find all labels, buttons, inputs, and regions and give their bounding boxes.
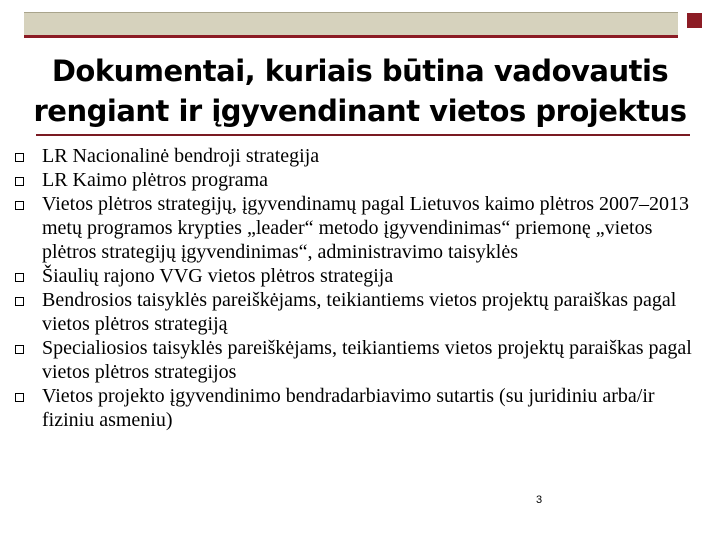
list-item-text: Vietos projekto įgyvendinimo bendradarbiavimo sutartis (su juridiniu arba/ir fiziniu asmeniu): [42, 385, 655, 431]
list-item-text: Vietos plėtros strategijų, įgyvendinamų pagal Lietuvos kaimo plėtros 2007–2013 metų programos krypties „leader“ metodo įgyvendinimas“ priemonę „vietos plėtros strategijų įgyvendinimas“, administravimo taisyklės: [42, 193, 690, 263]
list-item-text: Šiaulių rajono VVG vietos plėtros strategija: [42, 265, 394, 287]
list-item: [12, 288, 702, 336]
list-item: [12, 264, 702, 288]
list-item-text: LR Kaimo plėtros programa: [42, 169, 269, 191]
list-item: [12, 384, 702, 432]
square-bullet-icon: [15, 297, 24, 306]
list-item: [12, 192, 702, 264]
list-item-text: LR Nacionalinė bendroji strategija: [42, 145, 320, 167]
corner-decoration-square: [687, 13, 702, 28]
page-number: 3: [536, 494, 543, 506]
list-item: [12, 168, 702, 192]
square-bullet-icon: [15, 393, 24, 402]
square-bullet-icon: [15, 177, 24, 186]
square-bullet-icon: [15, 345, 24, 354]
list-item-text: Specialiosios taisyklės pareiškėjams, teikiantiems vietos projektų paraiškas pagal vietos plėtros strategijos: [42, 337, 692, 383]
title-divider: [36, 134, 690, 136]
slide-title-line-2: rengiant ir įgyvendinant vietos projektus: [33, 94, 687, 128]
slide-title: [0, 52, 720, 132]
square-bullet-icon: [15, 201, 24, 210]
bullet-list: [12, 144, 702, 432]
header-decoration-bar: [24, 12, 678, 38]
list-item-text: Bendrosios taisyklės pareiškėjams, teikiantiems vietos projektų paraiškas pagal vietos plėtros strategiją: [42, 289, 677, 335]
square-bullet-icon: [15, 273, 24, 282]
list-item: [12, 336, 702, 384]
square-bullet-icon: [15, 153, 24, 162]
list-item: [12, 144, 702, 168]
slide-title-line-1: Dokumentai, kuriais būtina vadovautis: [51, 54, 669, 88]
